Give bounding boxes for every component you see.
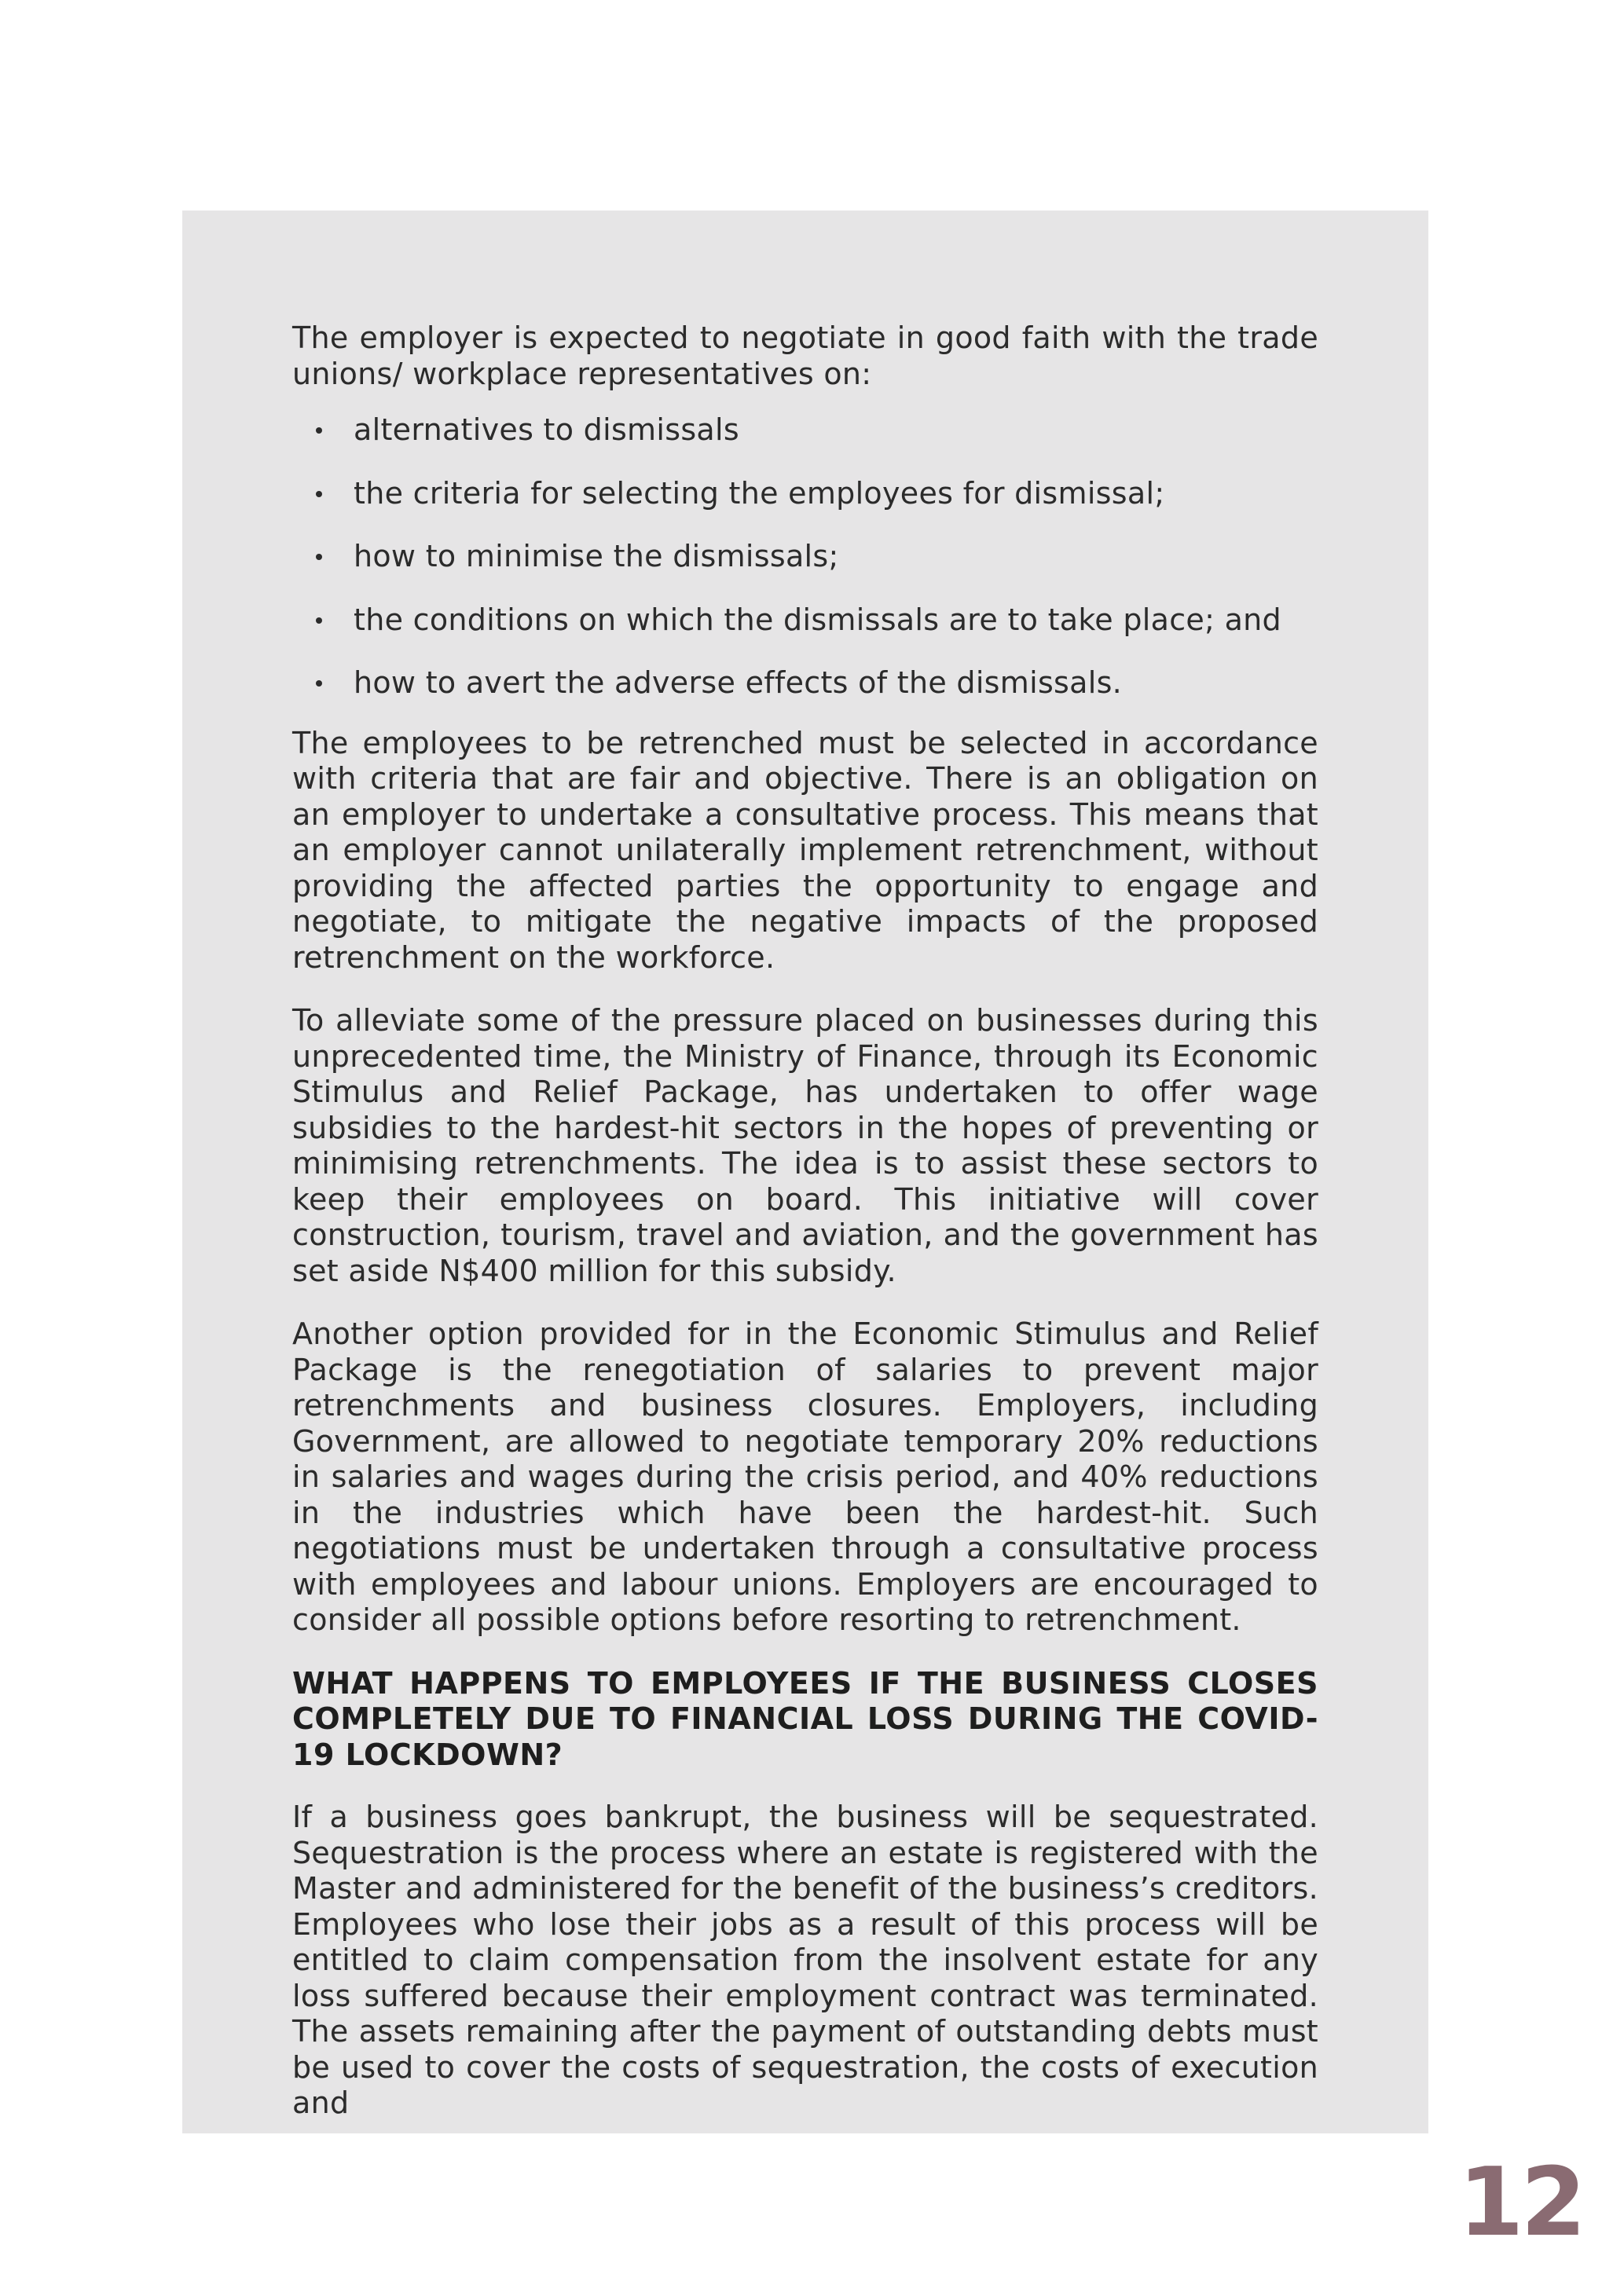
intro-paragraph: The employer is expected to negotiate in good faith with the trade unions/ workplace representatives on: — [292, 320, 1318, 391]
list-item — [292, 665, 1318, 701]
list-item-text: the conditions on which the dismissals are to take place; and — [354, 602, 1281, 637]
section-heading: WHAT HAPPENS TO EMPLOYEES IF THE BUSINESS CLOSES COMPLETELY DUE TO FINANCIAL LOSS DURING THE COVID-19 LOCKDOWN? — [292, 1665, 1318, 1772]
bullet-icon — [316, 427, 322, 434]
wage-subsidy-paragraph: To alleviate some of the pressure placed on businesses during this unprecedented time, the Ministry of Finance, through its Economic Stimulus and Relief Package, has undertaken to offer wage subsidies to the hardest-hit sectors in the hopes of preventing or minimising retrenchments. The idea is to assist these sectors to keep their employees on board. This initiative will cover construction, tourism, travel and aviation, and the government has set aside N$400 million for this subsidy. — [292, 1003, 1318, 1288]
bullet-icon — [316, 617, 322, 624]
content-panel — [182, 211, 1428, 2133]
bullet-icon — [316, 680, 322, 687]
salary-renegotiation-paragraph: Another option provided for in the Economic Stimulus and Relief Package is the renegotiation of salaries to prevent major retrenchments and business closures. Employers, including Government, are allowed to negotiate temporary 20% reductions in salaries and wages during the crisis period, and 40% reductions in the industries which have been the hardest-hit. Such negotiations must be undertaken through a consultative process with employees and labour unions. Employers are encouraged to consider all possible options before resorting to retrenchment. — [292, 1316, 1318, 1637]
bullet-icon — [316, 554, 322, 560]
negotiation-topics-list — [292, 412, 1318, 701]
sequestration-paragraph: If a business goes bankrupt, the business will be sequestrated. Sequestration is the process where an estate is registered with the Master and administered for the benefit of the business’s creditors. Employees who lose their jobs as a result of this process will be entitled to claim compensation from the insolvent estate for any loss suffered because their employment contract was terminated. The assets remaining after the payment of outstanding debts must be used to cover the costs of sequestration, the costs of execution and — [292, 1800, 1318, 2120]
list-item-text: the criteria for selecting the employees for dismissal; — [354, 475, 1165, 511]
list-item — [292, 602, 1318, 639]
list-item-text: how to minimise the dismissals; — [354, 539, 839, 573]
list-item — [292, 412, 1318, 449]
panel-content — [292, 320, 1318, 2149]
bullet-icon — [316, 491, 322, 497]
retrenchment-selection-paragraph: The employees to be retrenched must be selected in accordance with criteria that are fair and objective. There is an obligation on an employer to undertake a consultative process. This means that an employer cannot unilaterally implement retrenchment, without providing the affected parties the opportunity to engage and negotiate, to mitigate the negative impacts of the proposed retrenchment on the workforce. — [292, 725, 1318, 975]
list-item — [292, 539, 1318, 575]
list-item-text: how to avert the adverse effects of the dismissals. — [354, 665, 1123, 700]
list-item — [292, 476, 1318, 512]
page-number: 12 — [1458, 2148, 1583, 2258]
list-item-text: alternatives to dismissals — [354, 412, 739, 447]
